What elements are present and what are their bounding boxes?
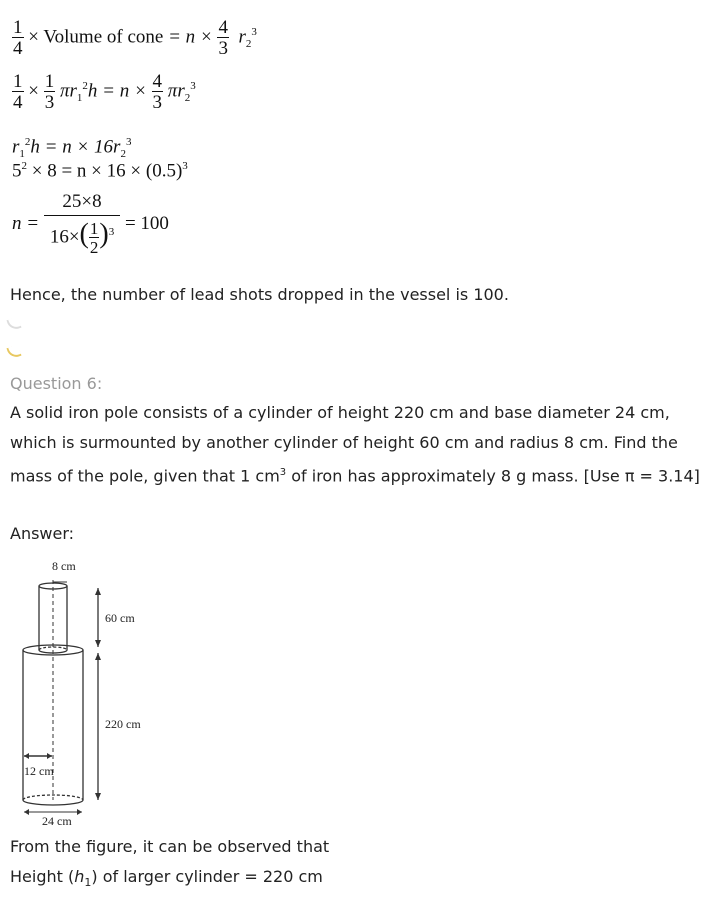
fraction: $\frac{4}{3}$ bbox=[218, 17, 228, 59]
bottom-height-label: 220 cm bbox=[105, 717, 141, 731]
question-title: Question 6: bbox=[10, 374, 103, 393]
bottom-radius-label: 12 cm bbox=[24, 764, 54, 778]
fraction: $\frac{1}{4}$ bbox=[13, 17, 23, 59]
answer-label: Answer: bbox=[10, 524, 75, 543]
fraction: 25×8 16×( $\frac{1}{2}$ )$^3$ bbox=[44, 192, 120, 256]
equation-5: n = 25×8 16×( $\frac{1}{2}$ )$^3$ = 100 bbox=[12, 191, 169, 257]
solution-line-2: Height $(h_1)$ of larger cylinder = 220 cm bbox=[10, 867, 323, 890]
decorative-mark-yellow bbox=[6, 344, 21, 359]
pole-figure bbox=[0, 550, 200, 830]
equation-2: $\frac{1}{4}$ × $\frac{1}{3}$ $\pi r_1^2h = n$ × $\frac{4}{3}$ $\pi r_2^3$ bbox=[13, 71, 196, 113]
conclusion-text: Hence, the number of lead shots dropped in the vessel is 100. bbox=[10, 285, 509, 304]
equation-3: $r_1^2h = n \times 16r_2^3$ bbox=[12, 136, 132, 161]
fraction: $\frac{4}{3}$ bbox=[152, 71, 163, 113]
bottom-diameter-label: 24 cm bbox=[42, 814, 72, 828]
fraction: $\frac{1}{3}$ bbox=[44, 71, 55, 113]
top-height-label: 60 cm bbox=[105, 611, 135, 625]
solution-line-1: From the figure, it can be observed that bbox=[10, 837, 330, 856]
top-radius-label: 8 cm bbox=[52, 559, 76, 573]
equation-1: $\frac{1}{4}$ × Volume of cone = n × $\frac{4}{3}$ $r_2^3$ bbox=[13, 17, 257, 59]
question-body: A solid iron pole consists of a cylinder of height 220 cm and base diameter 24 cm, which is surmounted by another cylinder of height 60 cm and radius 8 cm. Find the mass of the pole, given that 1 $cm^3$ of iron has approximately 8 g mass. [Use π = 3.14] bbox=[10, 403, 700, 486]
bottom-cylinder bbox=[23, 645, 83, 805]
equation-4: $5^2 \times 8 = n \times 16 \times (0.5)^3$ bbox=[12, 160, 188, 182]
decorative-mark-light bbox=[6, 316, 21, 331]
fraction: $\frac{1}{4}$ bbox=[13, 71, 23, 113]
